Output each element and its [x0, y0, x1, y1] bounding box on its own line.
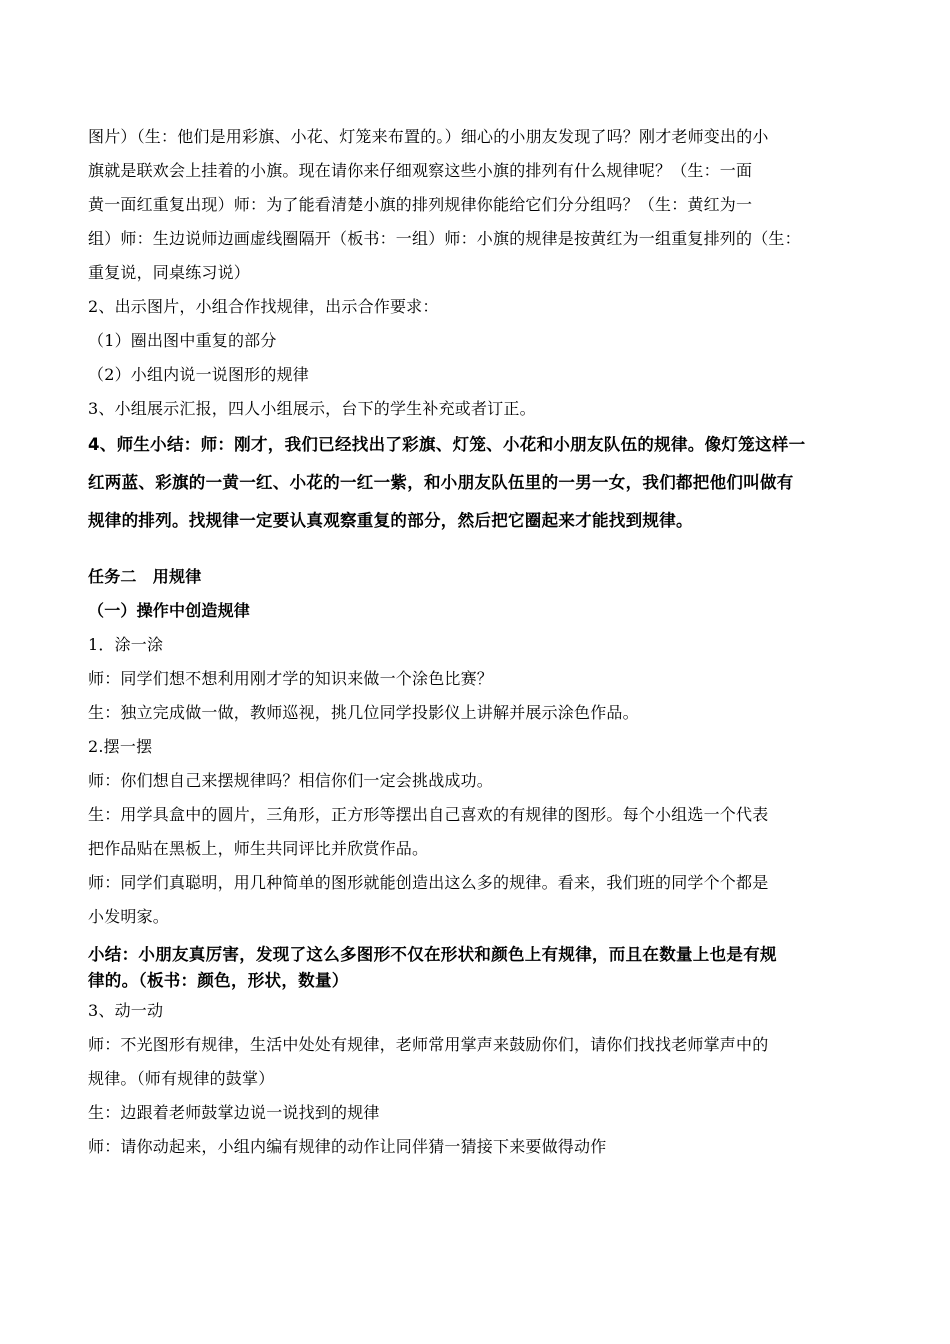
intro-line-5: 重复说，同桌练习说） — [88, 263, 251, 282]
subsection-1-title: 1．涂一涂 — [88, 635, 164, 654]
subsection-2-title: 2.摆一摆 — [88, 737, 153, 756]
subsection-1-student: 生：独立完成做一做，教师巡视，挑几位同学投影仪上讲解并展示涂色作品。 — [88, 703, 639, 722]
section-1-title: （一）操作中创造规律 — [88, 601, 251, 620]
summary-2-line-1: 小结：小朋友真厉害，发现了这么多图形不仅在形状和颜色上有规律，而且在数量上也是有规 — [88, 945, 777, 964]
subsection-3-teacher2: 师：请你动起来，小组内编有规律的动作让同伴猜一猜接下来要做得动作 — [88, 1137, 607, 1156]
subsection-3-student: 生：边跟着老师鼓掌边说一说找到的规律 — [88, 1103, 380, 1122]
summary-line-1: 4、师生小结：师：刚才，我们已经找出了彩旗、灯笼、小花和小朋友队伍的规律。像灯笼这样一 — [88, 435, 806, 454]
summary-2-line-2: 律的。（板书：颜色，形状，数量） — [88, 971, 349, 990]
intro-line-4: 组）师：生边说师边画虚线圈隔开（板书：一组）师：小旗的规律是按黄红为一组重复排列的（生： — [88, 229, 801, 248]
requirement-2: （2）小组内说一说图形的规律 — [88, 365, 309, 384]
subsection-3-teacher-line-1: 师：不光图形有规律，生活中处处有规律，老师常用掌声来鼓励你们，请你们找找老师掌声中的 — [88, 1035, 769, 1054]
section-gap — [88, 540, 868, 560]
task-2-title: 任务二 用规律 — [88, 567, 202, 586]
subsection-2-teacher: 师：你们想自己来摆规律吗？相信你们一定会挑战成功。 — [88, 771, 494, 790]
document-page — [88, 120, 868, 1164]
step-2: 2、出示图片，小组合作找规律，出示合作要求： — [88, 297, 439, 316]
subsection-2-student-line-2: 把作品贴在黑板上，师生共同评比并欣赏作品。 — [88, 839, 429, 858]
subsection-1-teacher: 师：同学们想不想利用刚才学的知识来做一个涂色比赛？ — [88, 669, 494, 688]
summary-line-3: 规律的排列。找规律一定要认真观察重复的部分，然后把它圈起来才能找到规律。 — [88, 511, 693, 530]
step-3: 3、小组展示汇报，四人小组展示，台下的学生补充或者订正。 — [88, 399, 536, 418]
intro-line-3: 黄一面红重复出现）师：为了能看清楚小旗的排列规律你能给它们分分组吗？（生：黄红为一 — [88, 195, 753, 214]
intro-line-1: 图片）（生：他们是用彩旗、小花、灯笼来布置的。）细心的小朋友发现了吗？刚才老师变出的小 — [88, 127, 769, 146]
requirement-1: （1）圈出图中重复的部分 — [88, 331, 277, 350]
subsection-2-teacher2-line-1: 师：同学们真聪明，用几种简单的图形就能创造出这么多的规律。看来，我们班的同学个个都是 — [88, 873, 769, 892]
subsection-2-teacher2-line-2: 小发明家。 — [88, 907, 170, 926]
intro-line-2: 旗就是联欢会上挂着的小旗。现在请你来仔细观察这些小旗的排列有什么规律呢？（生：一面 — [88, 161, 753, 180]
subsection-3-teacher-line-2: 规律。（师有规律的鼓掌） — [88, 1069, 275, 1088]
summary-line-2: 红两蓝、彩旗的一黄一红、小花的一红一紫，和小朋友队伍里的一男一女，我们都把他们叫做有 — [88, 473, 794, 492]
summary-gap — [88, 934, 868, 942]
subsection-3-title: 3、动一动 — [88, 1001, 164, 1020]
subsection-2-student-line-1: 生：用学具盒中的圆片，三角形，正方形等摆出自己喜欢的有规律的图形。每个小组选一个代表 — [88, 805, 769, 824]
